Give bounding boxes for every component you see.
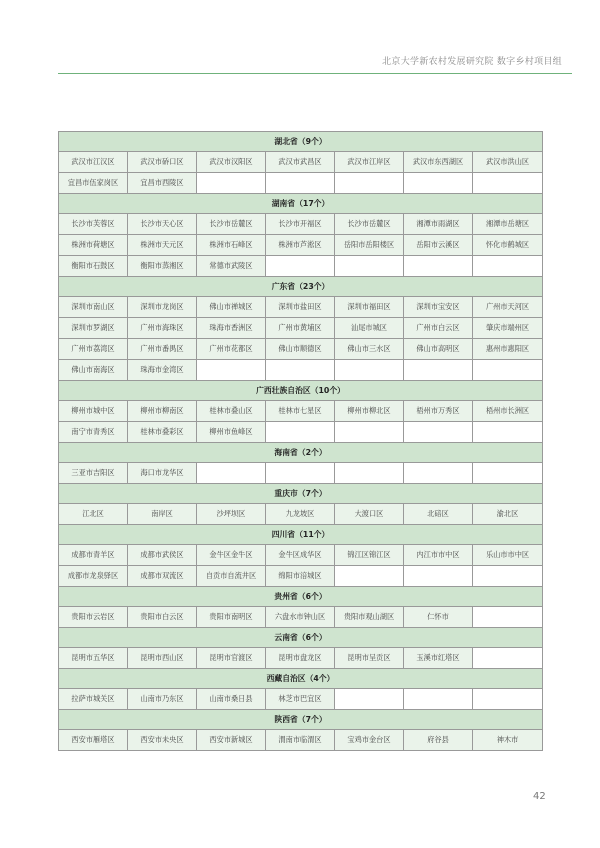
empty-cell [473, 607, 543, 628]
district-cell: 怀化市鹤城区 [473, 235, 543, 256]
empty-cell [473, 256, 543, 277]
district-cell: 衡阳市蒸湘区 [128, 256, 197, 277]
district-row [59, 401, 543, 422]
district-cell: 株洲市芦淞区 [266, 235, 335, 256]
district-row [59, 566, 543, 587]
district-cell: 深圳市宝安区 [404, 297, 473, 318]
district-cell: 长沙市开福区 [266, 214, 335, 235]
province-title: 湖南省（17个） [59, 194, 543, 214]
district-row [59, 318, 543, 339]
empty-cell [404, 422, 473, 443]
district-row [59, 504, 543, 525]
province-title: 云南省（6个） [59, 628, 543, 648]
empty-cell [473, 566, 543, 587]
province-header-row [59, 587, 543, 607]
district-cell: 广州市天河区 [473, 297, 543, 318]
district-cell: 贵阳市观山湖区 [335, 607, 404, 628]
empty-cell [404, 566, 473, 587]
district-cell: 成都市龙泉驿区 [59, 566, 128, 587]
province-title: 西藏自治区（4个） [59, 669, 543, 689]
province-title: 四川省（11个） [59, 525, 543, 545]
district-cell: 三亚市吉阳区 [59, 463, 128, 484]
district-cell: 梧州市长洲区 [473, 401, 543, 422]
district-cell: 武汉市汉阳区 [197, 152, 266, 173]
empty-cell [197, 173, 266, 194]
district-cell: 广州市海珠区 [128, 318, 197, 339]
province-header-row [59, 525, 543, 545]
district-cell: 渝北区 [473, 504, 543, 525]
district-cell: 桂林市叠彩区 [128, 422, 197, 443]
district-cell: 佛山市顺德区 [266, 339, 335, 360]
empty-cell [335, 566, 404, 587]
header-rule [58, 73, 572, 74]
empty-cell [335, 422, 404, 443]
province-header-row [59, 277, 543, 297]
empty-cell [404, 463, 473, 484]
province-header-row [59, 484, 543, 504]
district-cell: 长沙市岳麓区 [335, 214, 404, 235]
district-cell: 山南市桑日县 [197, 689, 266, 710]
district-cell: 佛山市南海区 [59, 360, 128, 381]
district-cell: 柳州市柳北区 [335, 401, 404, 422]
district-cell: 株洲市天元区 [128, 235, 197, 256]
district-cell: 广州市黄埔区 [266, 318, 335, 339]
district-cell: 武汉市硚口区 [128, 152, 197, 173]
empty-cell [473, 463, 543, 484]
empty-cell [335, 360, 404, 381]
province-title: 贵州省（6个） [59, 587, 543, 607]
district-cell: 内江市市中区 [404, 545, 473, 566]
empty-cell [404, 360, 473, 381]
district-cell: 府谷县 [404, 730, 473, 751]
district-cell: 南岸区 [128, 504, 197, 525]
district-row [59, 648, 543, 669]
district-row [59, 297, 543, 318]
province-title: 广西壮族自治区（10个） [59, 381, 543, 401]
empty-cell [473, 360, 543, 381]
district-cell: 广州市番禺区 [128, 339, 197, 360]
district-cell: 九龙坡区 [266, 504, 335, 525]
district-cell: 昆明市盘龙区 [266, 648, 335, 669]
empty-cell [335, 463, 404, 484]
district-cell: 衡阳市石鼓区 [59, 256, 128, 277]
district-cell: 株洲市荷塘区 [59, 235, 128, 256]
district-cell: 汕尾市城区 [335, 318, 404, 339]
district-cell: 宝鸡市金台区 [335, 730, 404, 751]
district-cell: 深圳市龙岗区 [128, 297, 197, 318]
district-cell: 北碚区 [404, 504, 473, 525]
province-title: 陕西省（7个） [59, 710, 543, 730]
empty-cell [404, 689, 473, 710]
district-cell: 武汉市江汉区 [59, 152, 128, 173]
district-cell: 武汉市江岸区 [335, 152, 404, 173]
district-cell: 贵阳市白云区 [128, 607, 197, 628]
province-header-row [59, 669, 543, 689]
province-title: 海南省（2个） [59, 443, 543, 463]
district-cell: 株洲市石峰区 [197, 235, 266, 256]
district-cell: 柳州市城中区 [59, 401, 128, 422]
district-cell: 乐山市市中区 [473, 545, 543, 566]
province-title: 重庆市（7个） [59, 484, 543, 504]
district-cell: 海口市龙华区 [128, 463, 197, 484]
district-cell: 神木市 [473, 730, 543, 751]
district-cell: 绵阳市涪城区 [266, 566, 335, 587]
district-cell: 常德市武陵区 [197, 256, 266, 277]
district-cell: 佛山市禅城区 [197, 297, 266, 318]
district-row [59, 463, 543, 484]
district-cell: 金牛区金牛区 [197, 545, 266, 566]
district-cell: 成都市武侯区 [128, 545, 197, 566]
empty-cell [197, 360, 266, 381]
empty-cell [404, 173, 473, 194]
district-cell: 深圳市南山区 [59, 297, 128, 318]
district-cell: 武汉市洪山区 [473, 152, 543, 173]
district-cell: 佛山市三水区 [335, 339, 404, 360]
empty-cell [335, 689, 404, 710]
district-cell: 西安市雁塔区 [59, 730, 128, 751]
district-cell: 武汉市东西湖区 [404, 152, 473, 173]
province-header-row [59, 381, 543, 401]
district-cell: 柳州市鱼峰区 [197, 422, 266, 443]
empty-cell [473, 648, 543, 669]
district-cell: 桂林市七星区 [266, 401, 335, 422]
district-cell: 珠海市金湾区 [128, 360, 197, 381]
district-row [59, 360, 543, 381]
page-number: 42 [533, 791, 546, 802]
empty-cell [473, 422, 543, 443]
district-cell: 山南市乃东区 [128, 689, 197, 710]
district-row [59, 235, 543, 256]
district-cell: 昆明市官渡区 [197, 648, 266, 669]
empty-cell [266, 463, 335, 484]
district-cell: 西安市新城区 [197, 730, 266, 751]
district-row [59, 422, 543, 443]
district-cell: 广州市白云区 [404, 318, 473, 339]
district-cell: 长沙市天心区 [128, 214, 197, 235]
district-cell: 岳阳市云溪区 [404, 235, 473, 256]
district-cell: 武汉市武昌区 [266, 152, 335, 173]
district-cell: 成都市双流区 [128, 566, 197, 587]
district-cell: 岳阳市岳阳楼区 [335, 235, 404, 256]
district-cell: 渭南市临渭区 [266, 730, 335, 751]
province-header-row [59, 132, 543, 152]
district-row [59, 730, 543, 751]
district-cell: 贵阳市云岩区 [59, 607, 128, 628]
district-cell: 金牛区成华区 [266, 545, 335, 566]
district-cell: 玉溪市红塔区 [404, 648, 473, 669]
district-cell: 柳州市柳南区 [128, 401, 197, 422]
province-title: 广东省（23个） [59, 277, 543, 297]
district-cell: 六盘水市钟山区 [266, 607, 335, 628]
district-cell: 昆明市五华区 [59, 648, 128, 669]
empty-cell [266, 173, 335, 194]
district-row [59, 545, 543, 566]
district-row [59, 607, 543, 628]
district-cell: 昆明市西山区 [128, 648, 197, 669]
district-cell: 长沙市芙蓉区 [59, 214, 128, 235]
district-row [59, 173, 543, 194]
empty-cell [266, 422, 335, 443]
district-cell: 广州市荔湾区 [59, 339, 128, 360]
district-row [59, 339, 543, 360]
district-cell: 南宁市青秀区 [59, 422, 128, 443]
district-cell: 宜昌市西陵区 [128, 173, 197, 194]
district-row [59, 214, 543, 235]
district-cell: 昆明市呈贡区 [335, 648, 404, 669]
district-cell: 深圳市盐田区 [266, 297, 335, 318]
district-cell: 锦江区锦江区 [335, 545, 404, 566]
empty-cell [335, 173, 404, 194]
district-cell: 西安市未央区 [128, 730, 197, 751]
province-title: 湖北省（9个） [59, 132, 543, 152]
district-row [59, 689, 543, 710]
district-cell: 惠州市惠阳区 [473, 339, 543, 360]
empty-cell [266, 360, 335, 381]
province-header-row [59, 628, 543, 648]
district-cell: 湘潭市雨湖区 [404, 214, 473, 235]
district-table [58, 131, 543, 751]
empty-cell [473, 173, 543, 194]
district-cell: 自贡市自流井区 [197, 566, 266, 587]
district-cell: 深圳市罗湖区 [59, 318, 128, 339]
running-header: 北京大学新农村发展研究院 数字乡村项目组 [382, 57, 562, 67]
province-header-row [59, 443, 543, 463]
district-cell: 林芝市巴宜区 [266, 689, 335, 710]
empty-cell [473, 689, 543, 710]
district-cell: 梧州市万秀区 [404, 401, 473, 422]
district-cell: 拉萨市城关区 [59, 689, 128, 710]
district-cell: 广州市花都区 [197, 339, 266, 360]
district-cell: 长沙市岳麓区 [197, 214, 266, 235]
empty-cell [266, 256, 335, 277]
province-header-row [59, 710, 543, 730]
district-cell: 深圳市福田区 [335, 297, 404, 318]
district-cell: 大渡口区 [335, 504, 404, 525]
province-header-row [59, 194, 543, 214]
empty-cell [404, 256, 473, 277]
district-cell: 宜昌市伍家岗区 [59, 173, 128, 194]
empty-cell [335, 256, 404, 277]
district-row [59, 152, 543, 173]
district-cell: 仁怀市 [404, 607, 473, 628]
district-cell: 肇庆市端州区 [473, 318, 543, 339]
district-cell: 桂林市叠山区 [197, 401, 266, 422]
district-cell: 湘潭市岳塘区 [473, 214, 543, 235]
district-cell: 江北区 [59, 504, 128, 525]
district-row [59, 256, 543, 277]
district-cell: 珠海市香洲区 [197, 318, 266, 339]
district-cell: 成都市青羊区 [59, 545, 128, 566]
district-cell: 沙坪坝区 [197, 504, 266, 525]
district-cell: 佛山市高明区 [404, 339, 473, 360]
empty-cell [197, 463, 266, 484]
district-cell: 贵阳市南明区 [197, 607, 266, 628]
